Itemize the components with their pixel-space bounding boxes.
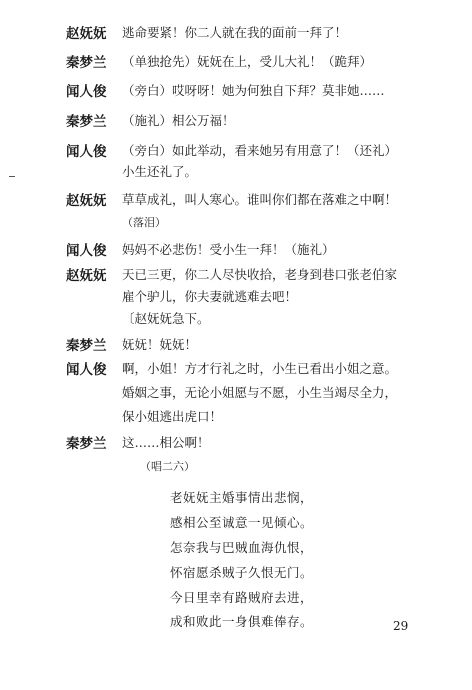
speaker-name: 赵妩妩 [66,193,107,209]
dialogue-continuation: 小生还礼了。 [122,164,198,179]
dialogue-text: （单独抢先）妩妩在上，受儿大礼！（跪拜） [122,54,373,69]
dialogue-text: （旁白）如此举动，看来她另有用意了！（还礼） [122,143,398,158]
speaker-name: 秦梦兰 [66,55,107,71]
dialogue-continuation: 雇个驴儿，你夫妻就逃难去吧！ [122,289,298,304]
speaker-name: 赵妩妩 [66,268,107,284]
speaker-name: 闻人俊 [66,144,107,160]
dialogue-text: 天已三更，你二人尽快收拾，老身到巷口张老伯家 [122,267,398,282]
dialogue-text: 逃命要紧！你二人就在我的面前一拜了！ [122,25,348,40]
verse-line: 感相公至诚意一见倾心。 [170,515,314,530]
verse-line: 成和败此一身俱难俸存。 [170,614,314,629]
speaker-name: 秦梦兰 [66,114,107,130]
speaker-name: 秦梦兰 [66,338,107,354]
verse-line: 怎奈我与巴贼血海仇恨， [170,540,314,555]
dialogue-text: 草草成礼，叫人寒心。谁叫你们都在落难之中啊！ [122,192,398,207]
speaker-name: 赵妩妩 [66,26,107,42]
verse-line: 今日里幸有路贼府去进， [170,590,314,605]
dialogue-continuation: 保小姐逃出虎口！ [122,409,223,424]
dialogue-text: 这……相公啊！ [122,435,210,450]
speaker-name: 闻人俊 [66,362,107,378]
dialogue-continuation: 婚姻之事，无论小姐愿与不愿，小生当竭尽全力， [122,385,398,400]
dialogue-text: 妩妩！妩妩！ [122,337,198,352]
speaker-name: 闻人俊 [66,243,107,259]
dialogue-text: （施礼）相公万福！ [122,113,235,128]
verse-line: 怀宿愿杀贼子久恨无门。 [170,565,314,580]
margin-mark [9,176,15,177]
verse-line: 老妩妩主婚事情出悲悯， [170,490,314,505]
stage-direction: （落泪） [122,216,166,229]
page-number: 29 [393,619,409,633]
stage-direction: 〔赵妩妩急下。 [122,311,210,326]
dialogue-text: 妈妈不必悲伤！受小生一拜！（施礼） [122,242,335,257]
dialogue-text: （旁白）哎呀呀！她为何独自下拜？莫非她…… [122,83,385,98]
speaker-name: 闻人俊 [66,84,107,100]
dialogue-text: 啊，小姐！方才行礼之时，小生已看出小姐之意。 [122,361,398,376]
speaker-name: 秦梦兰 [66,436,107,452]
aria-label: （唱二六） [140,460,195,473]
